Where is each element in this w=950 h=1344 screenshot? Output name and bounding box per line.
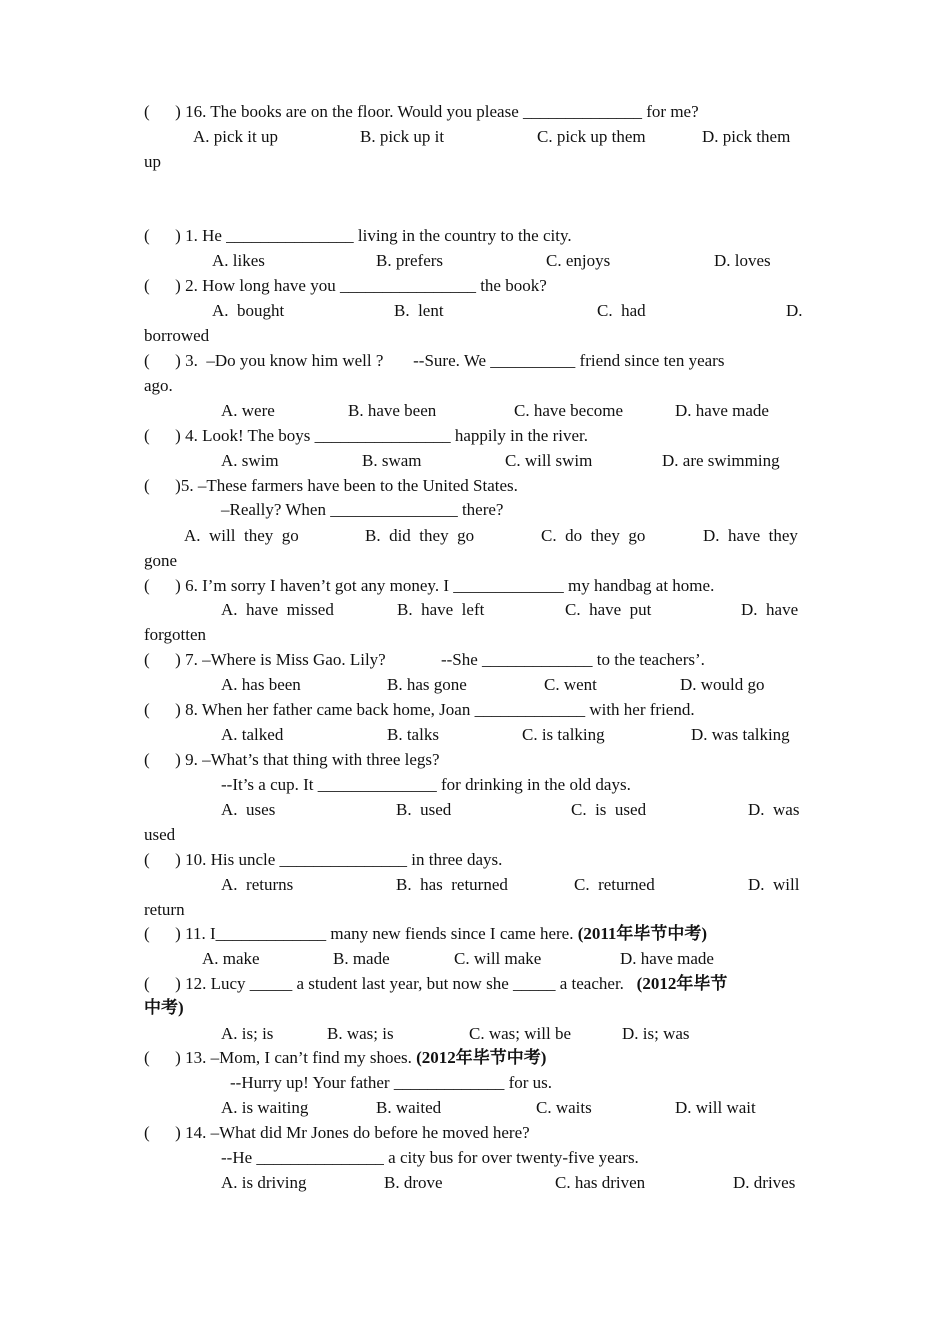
q9-option-b: B. used — [396, 800, 452, 819]
question-16-stem: ( ) 16. The books are on the floor. Would you please ______________ for me? — [144, 102, 699, 121]
q10-option-c: C. returned — [574, 875, 655, 894]
q4-option-b: B. swam — [362, 451, 422, 470]
q16-option-a: A. pick it up — [193, 127, 278, 146]
question-12-stem — [144, 974, 727, 994]
q2-option-b: B. lent — [394, 301, 444, 320]
question-9-stem: ( ) 9. –What’s that thing with three legs? — [144, 750, 440, 769]
question-5-stem: ( )5. –These farmers have been to the United States. — [144, 476, 518, 495]
question-5-stem-line2: –Really? When _______________ there? — [221, 500, 504, 519]
q2-option-a: A. bought — [212, 301, 285, 320]
q8-option-a: A. talked — [221, 725, 284, 744]
q7-option-c: C. went — [544, 675, 597, 694]
question-2-stem: ( ) 2. How long have you ________________ the book? — [144, 276, 547, 295]
question-14-stem: ( ) 14. –What did Mr Jones do before he moved here? — [144, 1123, 530, 1142]
q12-option-d: D. is; was — [622, 1024, 690, 1043]
q9-option-a: A. uses — [221, 800, 276, 819]
q14-option-b: B. drove — [384, 1173, 443, 1192]
q8-option-c: C. is talking — [522, 725, 605, 744]
question-3-stem-wrap: ago. — [144, 376, 173, 395]
q5-option-b: B. did they go — [365, 526, 475, 545]
question-1-stem: ( ) 1. He _______________ living in the country to the city. — [144, 226, 572, 245]
question-13-text: ( ) 13. –Mom, I can’t find my shoes. — [144, 1048, 417, 1067]
q7-option-b: B. has gone — [387, 675, 467, 694]
q13-option-b: B. waited — [376, 1098, 442, 1117]
question-11-text: ( ) 11. I_____________ many new fiends since I came here. — [144, 924, 578, 943]
q7-option-a: A. has been — [221, 675, 301, 694]
question-6-stem: ( ) 6. I’m sorry I haven’t got any money. I _____________ my handbag at home. — [144, 576, 715, 595]
q2-option-d-wrap: borrowed — [144, 326, 210, 345]
q12-option-a: A. is; is — [221, 1024, 274, 1043]
question-12-source-wrap: 中考) — [144, 998, 184, 1017]
q4-option-a: A. swim — [221, 451, 279, 470]
q14-option-a: A. is driving — [221, 1173, 307, 1192]
q10-option-a: A. returns — [221, 875, 294, 894]
question-4-stem: ( ) 4. Look! The boys ________________ happily in the river. — [144, 426, 588, 445]
question-7-stem: ( ) 7. –Where is Miss Gao. Lily? --She _____________ to the teachers’. — [144, 650, 705, 669]
q3-option-c: C. have become — [514, 401, 624, 420]
q9-option-c: C. is used — [571, 800, 647, 819]
q11-option-a: A. make — [202, 949, 260, 968]
q6-option-a: A. have missed — [221, 600, 334, 619]
q6-option-c: C. have put — [565, 600, 652, 619]
q10-option-d-wrap: return — [144, 900, 185, 919]
q16-option-b: B. pick up it — [360, 127, 445, 146]
q6-option-d-wrap: forgotten — [144, 625, 207, 644]
q12-option-b: B. was; is — [327, 1024, 394, 1043]
q13-option-d: D. will wait — [675, 1098, 756, 1117]
q16-option-d-wrap: up — [144, 152, 161, 171]
q4-option-c: C. will swim — [505, 451, 593, 470]
q9-option-d-wrap: used — [144, 825, 176, 844]
q7-option-d: D. would go — [680, 675, 765, 694]
q1-option-c: C. enjoys — [546, 251, 611, 270]
q11-option-c: C. will make — [454, 949, 542, 968]
question-14-stem-line2: --He _______________ a city bus for over twenty-five years. — [221, 1148, 639, 1167]
question-3-stem: ( ) 3. –Do you know him well ? --Sure. We __________ friend since ten years — [144, 351, 725, 370]
q5-option-c: C. do they go — [541, 526, 646, 545]
question-11-stem — [144, 924, 707, 944]
q2-option-d: D. — [786, 301, 803, 320]
q14-option-d: D. drives — [733, 1173, 796, 1192]
q3-option-b: B. have been — [348, 401, 437, 420]
question-13-stem — [144, 1048, 546, 1068]
q3-option-d: D. have made — [675, 401, 769, 420]
question-13-source: (2012年毕节中考) — [416, 1048, 547, 1067]
q1-option-d: D. loves — [714, 251, 771, 270]
question-9-stem-line2: --It’s a cup. It ______________ for drinking in the old days. — [221, 775, 631, 794]
q6-option-b: B. have left — [397, 600, 485, 619]
q8-option-d: D. was talking — [691, 725, 790, 744]
q1-option-b: B. prefers — [376, 251, 444, 270]
q1-option-a: A. likes — [212, 251, 265, 270]
q3-option-a: A. were — [221, 401, 275, 420]
q5-option-a: A. will they go — [184, 526, 299, 545]
q9-option-d: D. was — [748, 800, 800, 819]
question-12-source: (2012年毕节 — [636, 974, 728, 993]
q4-option-d: D. are swimming — [662, 451, 780, 470]
q5-option-d-wrap: gone — [144, 551, 178, 570]
q12-option-c: C. was; will be — [469, 1024, 571, 1043]
q16-option-d: D. pick them — [702, 127, 791, 146]
q11-option-d: D. have made — [620, 949, 714, 968]
question-10-stem: ( ) 10. His uncle _______________ in three days. — [144, 850, 503, 869]
q13-option-c: C. waits — [536, 1098, 592, 1117]
question-13-stem-line2: --Hurry up! Your father _____________ for us. — [230, 1073, 553, 1092]
q14-option-c: C. has driven — [555, 1173, 646, 1192]
q11-option-b: B. made — [333, 949, 390, 968]
q2-option-c: C. had — [597, 301, 646, 320]
question-8-stem: ( ) 8. When her father came back home, Joan _____________ with her friend. — [144, 700, 695, 719]
q10-option-d: D. will — [748, 875, 800, 894]
q10-option-b: B. has returned — [396, 875, 508, 894]
question-11-source: (2011年毕节中考) — [577, 924, 708, 943]
q16-option-c: C. pick up them — [537, 127, 646, 146]
q13-option-a: A. is waiting — [221, 1098, 309, 1117]
q8-option-b: B. talks — [387, 725, 439, 744]
q6-option-d: D. have — [741, 600, 799, 619]
q5-option-d: D. have they — [703, 526, 798, 545]
question-12-text: ( ) 12. Lucy _____ a student last year, but now she _____ a teacher. — [144, 974, 637, 993]
